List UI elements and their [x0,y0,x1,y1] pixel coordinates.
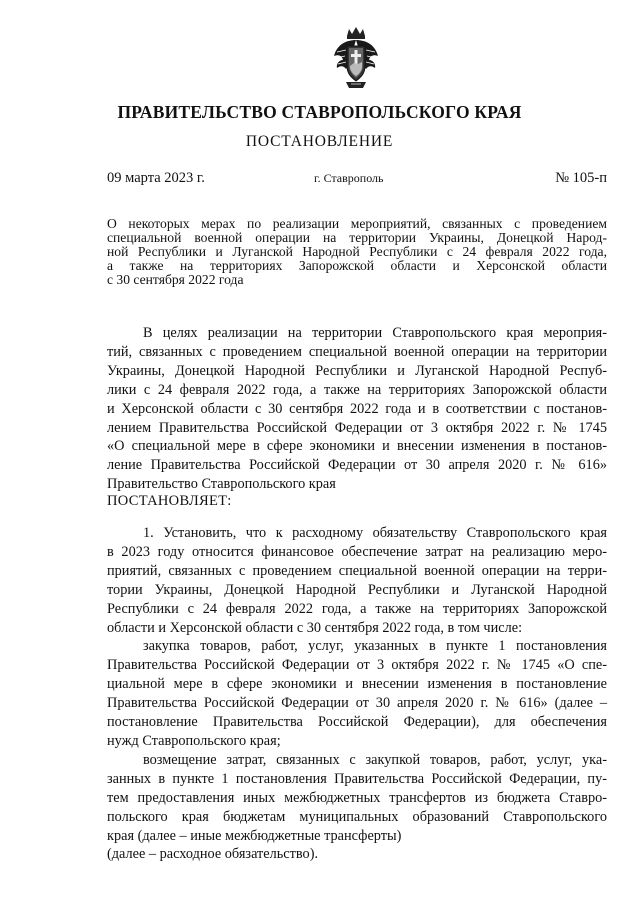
main-line: 1. Установить, что к расходному обязательству Ставропольского края [143,525,607,541]
subject-line: с 30 сентября 2022 года [107,272,244,287]
document-city: г. Ставрополь [314,171,384,185]
subject-line: ной Республики и Луганской Народной Республики с 24 февраля 2022 года, [107,244,607,259]
main-line: возмещение затрат, связанных с закупкой товаров, работ, услуг, ука- [143,751,607,768]
intro-line: Правительство Ставропольского края [107,476,336,493]
document-date: 09 марта 2023 г. [107,170,205,186]
subject-line: О некоторых мерах по реализации мероприятий, связанных с проведением [107,216,607,231]
document-number: № 105-п [555,170,607,186]
main-line: циальной мере в сфере экономики и внесении изменения в постановление [107,676,607,693]
main-line: области и Херсонской области с 30 сентября 2022 года, в том числе: [107,619,523,636]
main-line: занных в пункте 1 постановления Правительства Российской Федерации, пу- [107,770,607,787]
main-line: закупка товаров, работ, услуг, указанных в пункте 1 постановления [143,638,607,655]
main-line: нужд Ставропольского края; [107,732,281,749]
main-line: Республики с 24 февраля 2022 года, а также на территориях Запорожской [107,600,607,617]
main-line: Правительства Российской Федерации от 3 октября 2022 г. № 1745 «О спе- [107,657,607,674]
subject-line: а также на территориях Запорожской области и Херсонской области [107,258,607,273]
coat-of-arms-icon [333,26,379,92]
intro-paragraph [107,324,607,494]
intro-line: лики с 24 февраля 2022 года, а также на территориях Запорожской области [107,381,607,398]
main-line: тем предоставления иных межбюджетных трансфертов из бюджета Ставро- [107,789,607,806]
main-line: польского края бюджетам муниципальных образований Ставропольского [107,808,607,825]
intro-line: ление Правительства Российской Федерации от 30 апреля 2020 г. № 616» [107,457,607,474]
main-line: в 2023 году относится финансовое обеспечение затрат на реализацию меро- [107,543,607,560]
main-line: тории Украины, Донецкой Народной Республики и Луганской Народной [107,581,607,598]
main-line: Правительства Российской Федерации от 30 апреля 2020 г. № 616» (далее – [107,695,607,712]
intro-line: тий, связанных с проведением специальной военной операции на территории [107,343,607,360]
document-type: ПОСТАНОВЛЕНИЕ [245,133,394,150]
main-line: приятий, связанных с проведением специальной военной операции на терри- [107,562,607,579]
resolve-heading: ПОСТАНОВЛЯЕТ: [107,493,232,509]
main-paragraph [107,524,607,864]
intro-line: Украины, Донецкой Народной Республики и Луганской Народной Респуб- [107,362,607,379]
main-line: постановление Правительства Российской Федерации), для обеспечения [107,714,607,731]
subject-line: специальной военной операции на территории Украины, Донецкой Народ- [107,230,607,245]
intro-line: «О специальной мере в сфере экономики и внесении изменения в постанов- [107,438,607,455]
main-line: (далее – расходное обязательство). [107,846,319,863]
intro-line: лением Правительства Российской Федерации от 3 октября 2022 г. № 1745 [107,419,607,436]
main-line: края (далее – иные межбюджетные трансферты) [107,827,402,844]
intro-line: В целях реализации на территории Ставропольского края мероприя- [143,325,607,341]
document-subject [107,217,607,287]
organization-title: ПРАВИТЕЛЬСТВО СТАВРОПОЛЬСКОГО КРАЯ [117,102,522,122]
intro-line: и Херсонской области с 30 сентября 2022 года и в соответствии с постанов- [107,400,607,417]
